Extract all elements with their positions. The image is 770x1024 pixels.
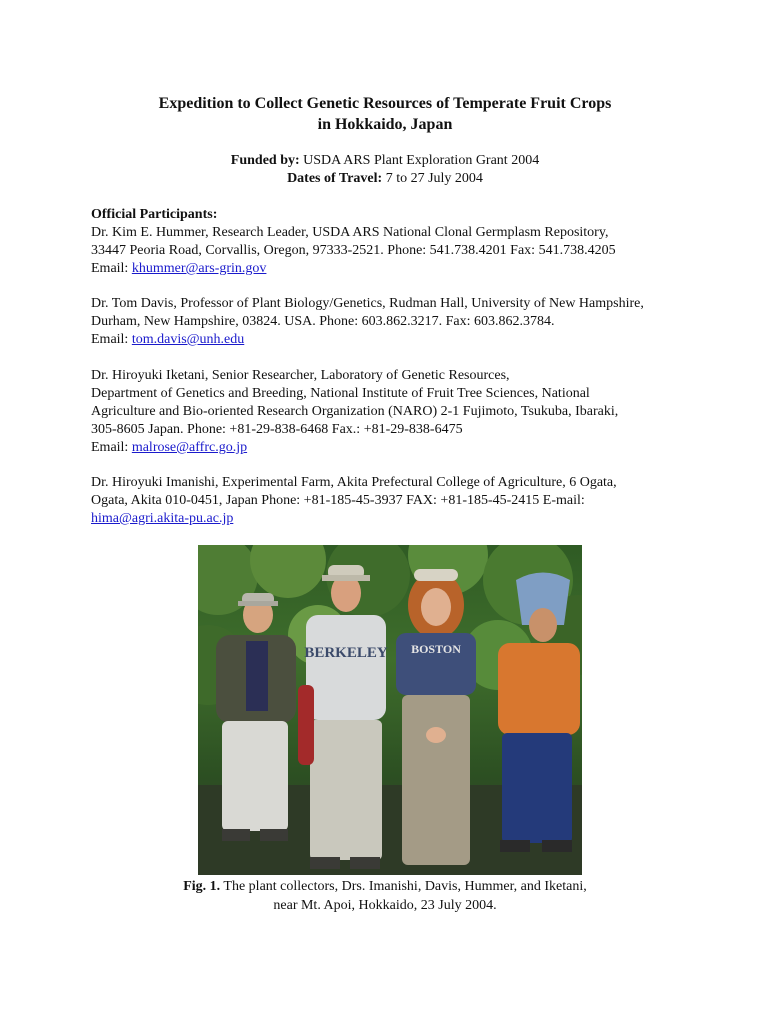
participant-hummer (91, 206, 711, 278)
email-link-imanishi[interactable]: hima@agri.akita-pu.ac.jp (91, 511, 234, 526)
participant-imanishi (91, 474, 711, 528)
participant-text-line: Ogata, Akita 010-0451, Japan Phone: +81-185-45-3937 FAX: +81-185-45-2415 E-mail: (91, 493, 585, 508)
caption-line-2: near Mt. Apoi, Hokkaido, 23 July 2004. (273, 898, 497, 913)
participants-heading: Official Participants: (91, 207, 218, 222)
dates-label: Dates of Travel: (287, 171, 383, 186)
participant-text-line: 305-8605 Japan. Phone: +81-29-838-6468 Fax.: +81-29-838-6475 (91, 422, 463, 437)
funded-value: USDA ARS Plant Exploration Grant 2004 (299, 153, 540, 168)
title-line-1: Expedition to Collect Genetic Resources of Temperate Fruit Crops (158, 95, 612, 112)
email-link-hummer[interactable]: khummer@ars-grin.gov (131, 261, 267, 276)
caption-line-1 (60, 877, 710, 896)
funded-label: Funded by: (230, 153, 300, 168)
email-label: Email: (91, 440, 132, 455)
figure-caption (60, 877, 710, 915)
document-title (60, 93, 710, 135)
email-label: Email: (91, 332, 132, 347)
title-line-2: in Hokkaido, Japan (317, 116, 453, 133)
participant-text-line: Agriculture and Bio-oriented Research Organization (NARO) 2-1 Fujimoto, Tsukuba, Ibaraki, (91, 404, 619, 419)
email-label: Email: (91, 261, 132, 276)
email-link-iketani[interactable]: malrose@affrc.go.jp (131, 440, 248, 455)
caption-label: Fig. 1. (183, 879, 221, 894)
dates-value: 7 to 27 July 2004 (382, 171, 483, 186)
participant-iketani (91, 367, 711, 457)
participant-text-line: Department of Genetics and Breeding, National Institute of Fruit Tree Sciences, National (91, 386, 590, 401)
participant-davis (91, 295, 711, 349)
email-link-davis[interactable]: tom.davis@unh.edu (131, 332, 245, 347)
participant-text-line: Durham, New Hampshire, 03824. USA. Phone: 603.862.3217. Fax: 603.862.3784. (91, 314, 555, 329)
person-hummer (396, 569, 476, 865)
caption-text-1: The plant collectors, Drs. Imanishi, Davis, Hummer, and Iketani, (220, 879, 587, 894)
participant-text-line: Dr. Tom Davis, Professor of Plant Biology/Genetics, Rudman Hall, University of New Hampshire, (91, 296, 644, 311)
participant-text-line: 33447 Peoria Road, Corvallis, Oregon, 97333-2521. Phone: 541.738.4201 Fax: 541.738.4205 (91, 243, 616, 258)
plant-collectors-photo (198, 545, 582, 875)
funding-line (60, 152, 710, 170)
participant-text-line: Dr. Hiroyuki Iketani, Senior Researcher, Laboratory of Genetic Resources, (91, 368, 510, 383)
shirt-text-berkeley: BERKELEY (304, 645, 388, 661)
person-imanishi (216, 593, 296, 841)
participant-text-line: Dr. Kim E. Hummer, Research Leader, USDA ARS National Clonal Germplasm Repository, (91, 225, 609, 240)
travel-dates-line (60, 170, 710, 188)
participant-text-line: Dr. Hiroyuki Imanishi, Experimental Farm, Akita Prefectural College of Agriculture, 6 Ogata, (91, 475, 617, 490)
shirt-text-boston: BOSTON (411, 642, 461, 656)
photo-illustration (198, 545, 582, 875)
